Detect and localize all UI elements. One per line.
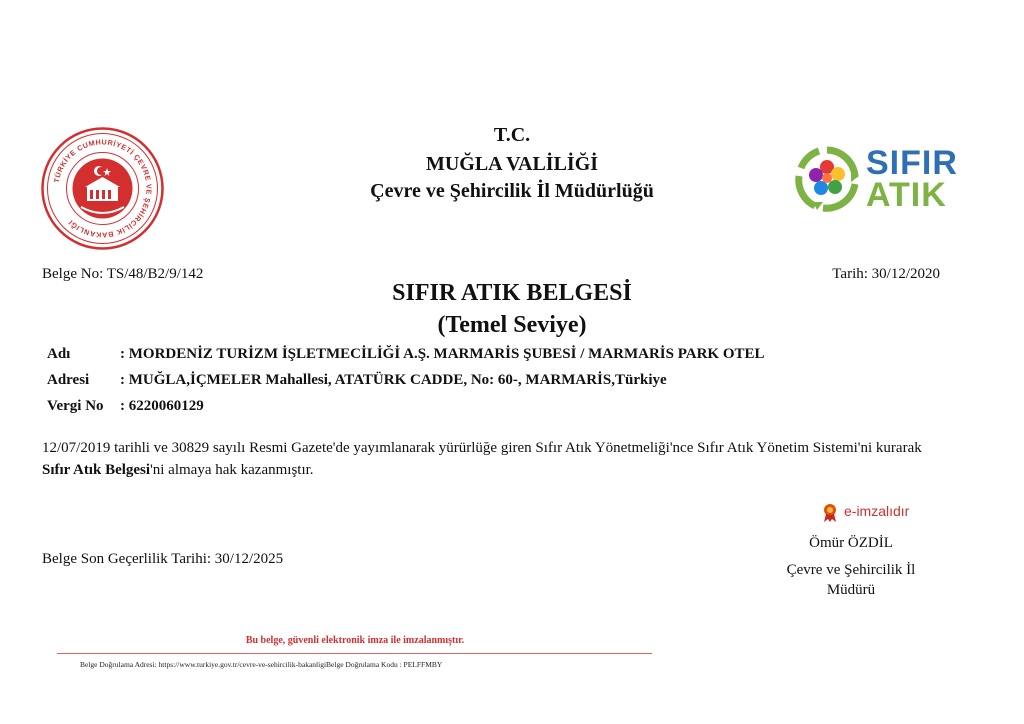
verification-info: Belge Doğrulama Adresi: https://www.turkiye.gov.tr/cevre-ve-sehircilik-bakanligiBelge Doğrulama Kodu : PELFFMBY	[80, 660, 443, 669]
body-text-bold: Sıfır Atık Belgesi	[42, 462, 151, 478]
signer-title-line2: Müdürü	[826, 582, 876, 598]
field-tax-value: : 6220060129	[120, 398, 204, 414]
signer-name: Ömür ÖZDİL	[809, 535, 893, 551]
logo-text-atik: ATIK	[866, 176, 947, 214]
body-text-part1: 12/07/2019 tarihli ve 30829 sayılı Resmi Gazete'de yayımlanarak yürürlüğe giren Sıfır Atık Yönetmeliği'nce Sıfır Atık Yönetim Sistemi'ni kurarak	[42, 440, 922, 456]
field-name-value: : MORDENİZ TURİZM İŞLETMECİLİĞİ A.Ş. MARMARİS ŞUBESİ / MARMARİS PARK OTEL	[120, 346, 765, 362]
body-text-part2: 'ni almaya hak kazanmıştır.	[150, 462, 314, 478]
sifir-atik-logo-icon	[793, 146, 861, 212]
validity-date: Belge Son Geçerlilik Tarihi: 30/12/2025	[42, 551, 284, 567]
seal-ring-text: TÜRKİYE CUMHURİYETİ ÇEVRE VE ŞEHİRCİLİK BAKANLIĞI	[51, 137, 154, 240]
field-address-label: Adresi	[47, 372, 90, 388]
header-directorate: Çevre ve Şehircilik İl Müdürlüğü	[370, 180, 654, 202]
field-address-value: : MUĞLA,İÇMELER Mahallesi, ATATÜRK CADDE, No: 60-, MARMARİS,Türkiye	[120, 372, 667, 388]
esign-label: e-imzalıdır	[844, 503, 910, 519]
footer-divider	[57, 653, 652, 654]
document-date: Tarih: 30/12/2020	[832, 266, 940, 282]
field-name-label: Adı	[47, 346, 71, 362]
header-governorship: MUĞLA VALİLİĞİ	[425, 153, 599, 175]
esignature-note: Bu belge, güvenli elektronik imza ile imzalanmıştır.	[245, 635, 465, 646]
certificate-title: SIFIR ATIK BELGESİ	[392, 280, 632, 306]
certificate-level: (Temel Seviye)	[437, 312, 587, 338]
signer-title-line1: Çevre ve Şehircilik İl	[786, 562, 916, 578]
logo-text-sifir: SIFIR	[866, 144, 958, 182]
field-tax-label: Vergi No	[47, 398, 104, 414]
esign-badge-icon	[822, 503, 838, 523]
certificate-body	[42, 437, 922, 481]
document-number: Belge No: TS/48/B2/9/142	[42, 266, 204, 282]
header-tc: T.C.	[493, 124, 531, 146]
